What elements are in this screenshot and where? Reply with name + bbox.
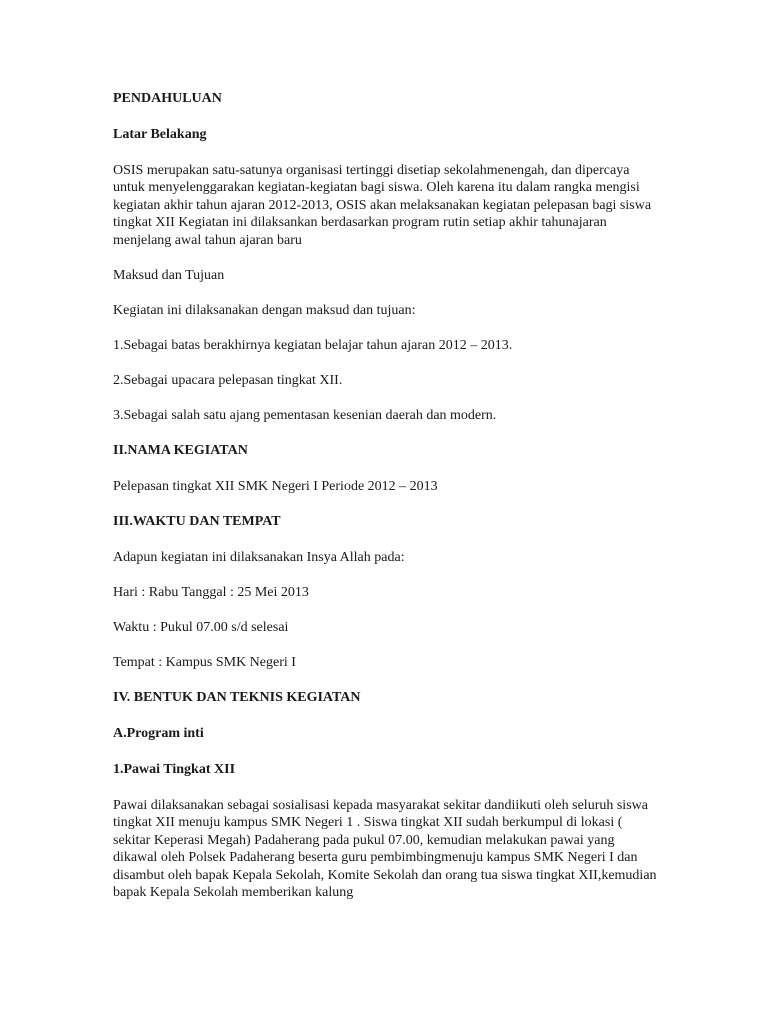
heading-program-inti: A.Program inti <box>113 726 204 742</box>
text-nama-kegiatan: Pelepasan tingkat XII SMK Negeri I Periode 2012 – 2013 <box>113 479 438 495</box>
paragraph-pawai: Pawai dilaksanakan sebagai sosialisasi kepada masyarakat sekitar dandiikuti oleh seluruh siswa tingkat XII menuju kampus SMK Negeri 1 . Siswa tingkat XII sudah berkumpul di lokasi ( sekitar Keperasi Megah) Padaherang pada pukul 07.00, kemudian melakukan pawai yang dikawal oleh Polsek Padaherang beserta guru pembimbingmenuju kampus SMK Negeri I dan disambut oleh bapak Kepala Sekolah, Komite Sekolah dan orang tua siswa tingkat XII,kemudian bapak Kepala Sekolah memberikan kalung <box>113 798 657 901</box>
heading-pendahuluan: PENDAHULUAN <box>113 91 222 106</box>
heading-bentuk-teknis: IV. BENTUK DAN TEKNIS KEGIATAN <box>113 690 361 706</box>
list-item-tujuan-2: 2.Sebagai upacara pelepasan tingkat XII. <box>113 373 343 389</box>
text-waktu-intro: Adapun kegiatan ini dilaksanakan Insya Allah pada: <box>113 550 405 566</box>
heading-waktu-tempat: III.WAKTU DAN TEMPAT <box>113 514 281 530</box>
heading-nama-kegiatan: II.NAMA KEGIATAN <box>113 443 248 459</box>
list-item-tujuan-3: 3.Sebagai salah satu ajang pementasan kesenian daerah dan modern. <box>113 408 497 424</box>
paragraph-latar-belakang: OSIS merupakan satu-satunya organisasi tertinggi disetiap sekolahmenengah, dan dipercaya untuk menyelenggarakan kegiatan-kegiatan bagi siswa. Oleh karena itu dalam rangka mengisi kegiatan akhir tahun ajaran 2012-2013, OSIS akan melaksanakan kegiatan pelepasan bagi siswa tingkat XII Kegiatan ini dilaksankan berdasarkan program rutin setiap akhir tahunajaran menjelang awal tahun ajaran baru <box>113 163 652 248</box>
list-item-tujuan-1: 1.Sebagai batas berakhirnya kegiatan belajar tahun ajaran 2012 – 2013. <box>113 338 513 354</box>
text-hari-tanggal: Hari : Rabu Tanggal : 25 Mei 2013 <box>113 585 309 601</box>
heading-pawai: 1.Pawai Tingkat XII <box>113 762 236 778</box>
subheading-maksud-tujuan: Maksud dan Tujuan <box>113 268 225 284</box>
text-tempat: Tempat : Kampus SMK Negeri I <box>113 655 296 671</box>
heading-latar-belakang: Latar Belakang <box>113 127 207 142</box>
text-waktu: Waktu : Pukul 07.00 s/d selesai <box>113 620 289 636</box>
text-maksud-intro: Kegiatan ini dilaksanakan dengan maksud dan tujuan: <box>113 303 416 319</box>
